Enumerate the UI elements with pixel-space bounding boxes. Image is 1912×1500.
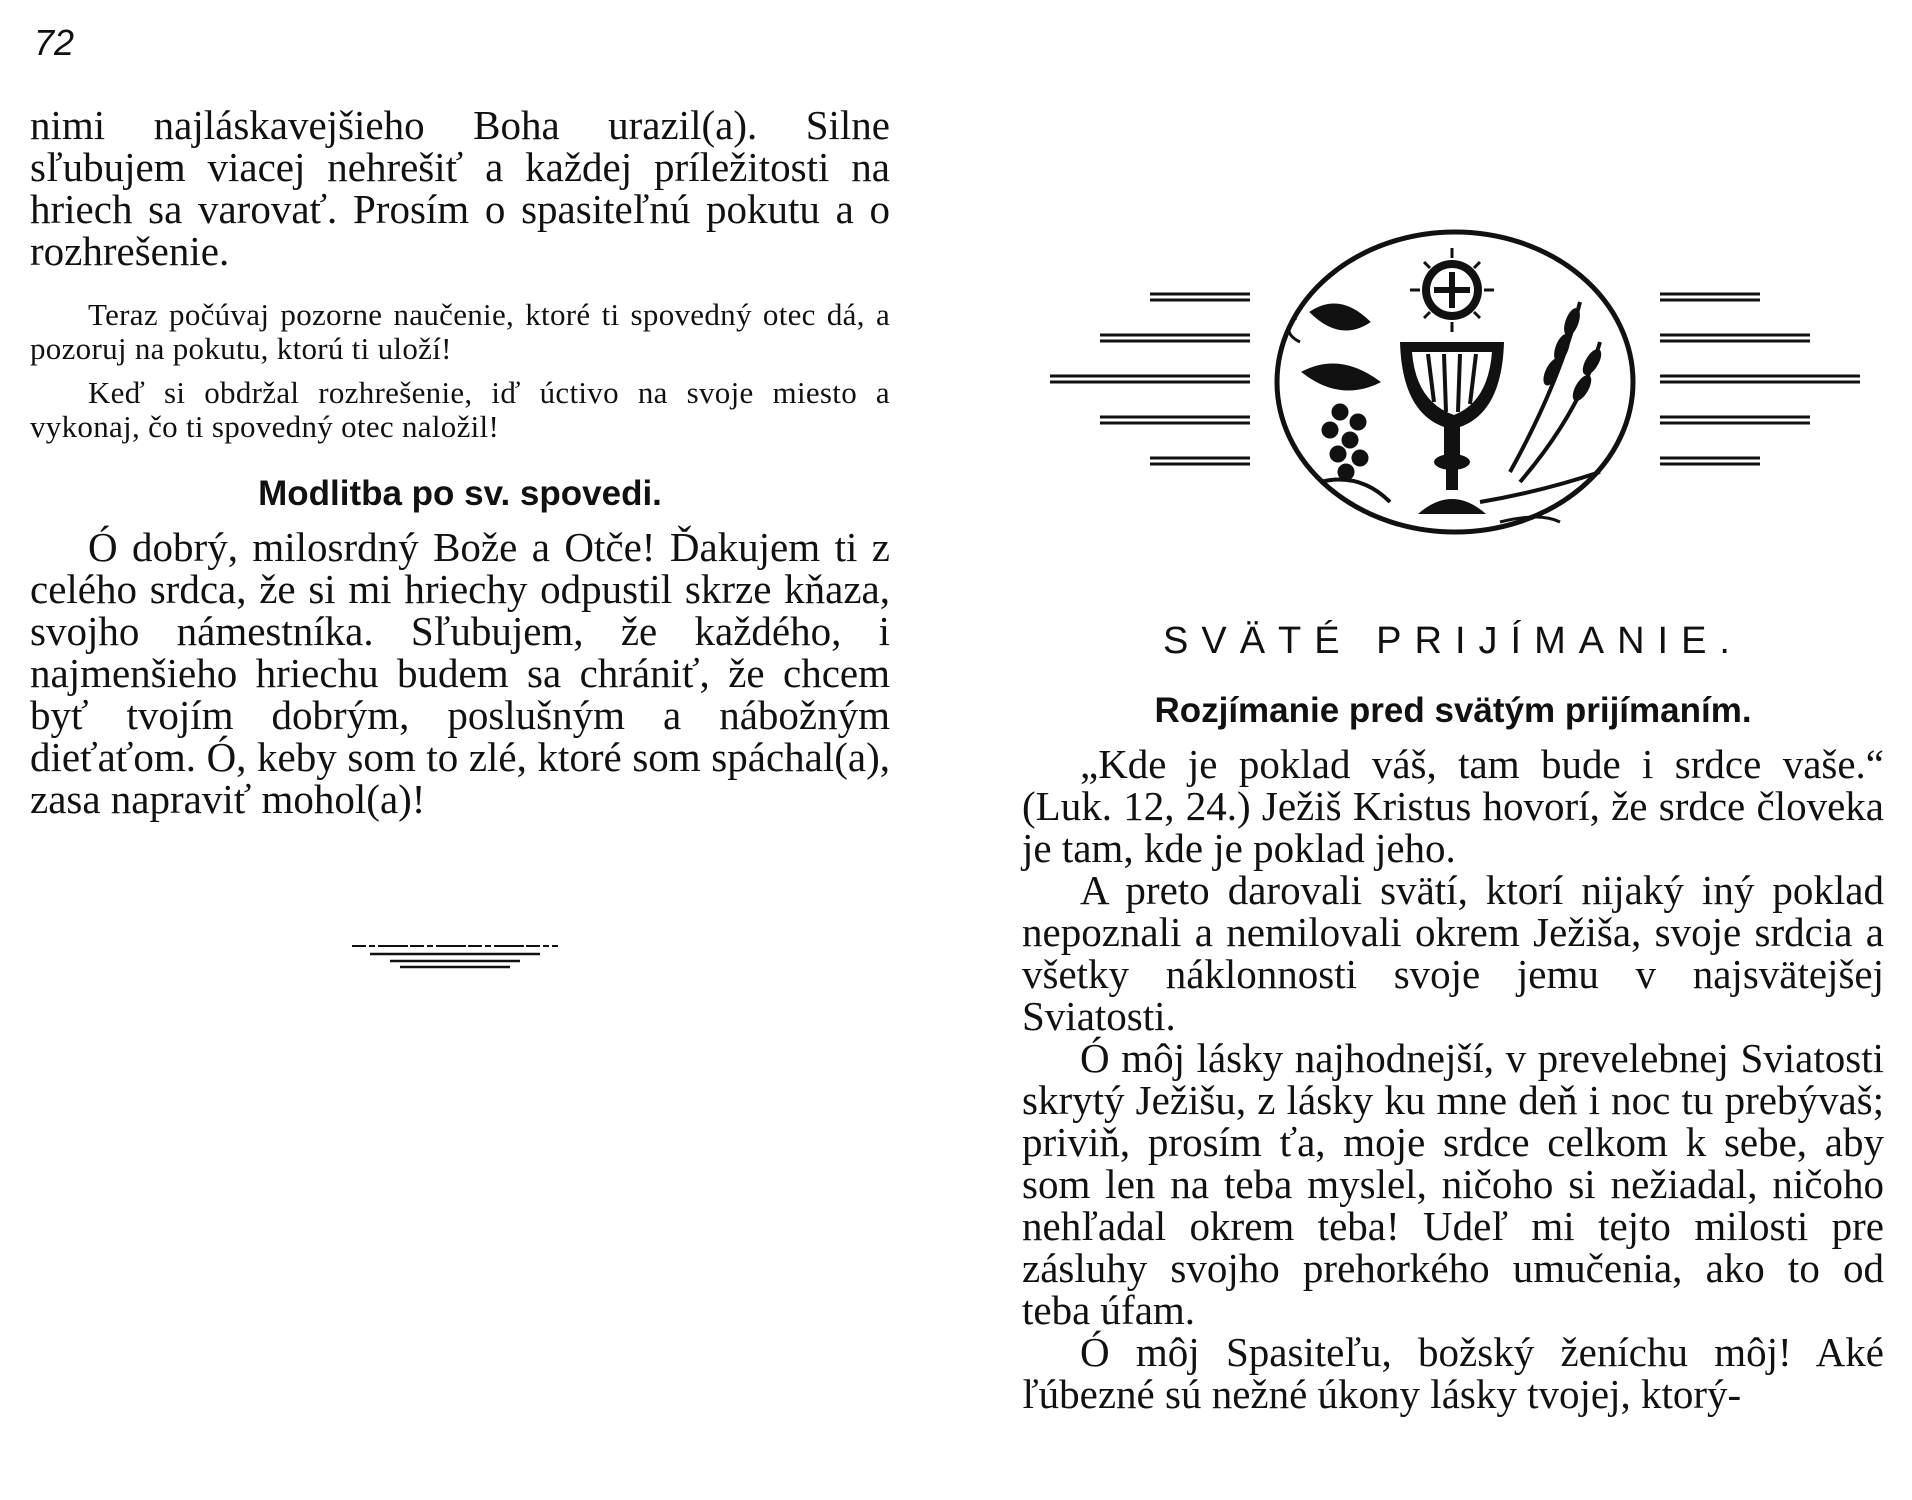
right-paragraph-3: Ó môj lásky najhodnejší, v prevelebnej Sviatosti skrytý Ježišu, z lásky ku mne deň i noc tu prebývaš; priviň, prosím ťa, moje srdce celkom k sebe, aby som len na teba myslel, ničoho si nežiadal, ničoho nehľadal okrem teba! Udeľ mi tejto milosti pre zásluhy svojho prehorkého umučenia, ako to od teba úfam. bbox=[1022, 1035, 1884, 1333]
right-column bbox=[1022, 620, 1884, 1415]
meditation-heading: Rozjímanie pred svätým prijímaním. bbox=[1154, 691, 1752, 730]
chapter-title: SVÄTÉ PRIJÍMANIE. bbox=[1163, 620, 1743, 662]
instruction-after-absolution: Keď si obdržal rozhrešenie, iď úctivo na svoje miesto a vykonaj, čo ti spovedný otec naložil! bbox=[30, 375, 890, 444]
right-paragraph-2: A preto darovali svätí, ktorí nijaký iný poklad nepoznali a nemilovali okrem Ježiša, svoje srdcia a všetky náklonnosti svoje jemu v najsvätejšej Sviatosti. bbox=[1022, 867, 1884, 1039]
instruction-listen: Teraz počúvaj pozorne naučenie, ktoré ti spovedný otec dá, a pozoruj na pokutu, ktorú ti uloží! bbox=[30, 297, 890, 366]
left-rules bbox=[1050, 294, 1250, 464]
prayer-text: Ó dobrý, milosrdný Bože a Otče! Ďakujem ti z celého srdca, že si mi hriechy odpustil skrze kňaza, svojho námestníka. Sľubujem, že každého, i najmenšieho hriechu budem sa chrániť, že chcem byť tvojím dobrým, poslušným a nábožným dieťaťom. Ó, keby som to zlé, ktoré som spáchal(a), zasa napraviť mohol(a)! bbox=[30, 524, 890, 822]
prayer-heading: Modlitba po sv. spovedi. bbox=[258, 474, 662, 513]
chalice-emblem bbox=[1040, 222, 1870, 562]
right-rules bbox=[1660, 294, 1860, 464]
left-column bbox=[30, 104, 890, 820]
right-paragraph-4: Ó môj Spasiteľu, božský ženíchu môj! Aké ľúbezné sú nežné úkony lásky tvojej, ktorý- bbox=[1022, 1329, 1884, 1417]
page-number: 72 bbox=[34, 22, 75, 63]
right-paragraph-1: „Kde je poklad váš, tam bude i srdce vaše.“ (Luk. 12, 24.) Ježiš Kristus hovorí, že srdce človeka je tam, kde je poklad jeho. bbox=[1022, 741, 1884, 871]
left-paragraph-confession: nimi najláskavejšieho Boha urazil(a). Silne sľubujem viacej nehrešiť a každej príležitosti na hriech sa varovať. Prosím o spasiteľnú pokutu a o rozhrešenie. bbox=[30, 102, 890, 274]
divider-ornament bbox=[350, 940, 560, 970]
